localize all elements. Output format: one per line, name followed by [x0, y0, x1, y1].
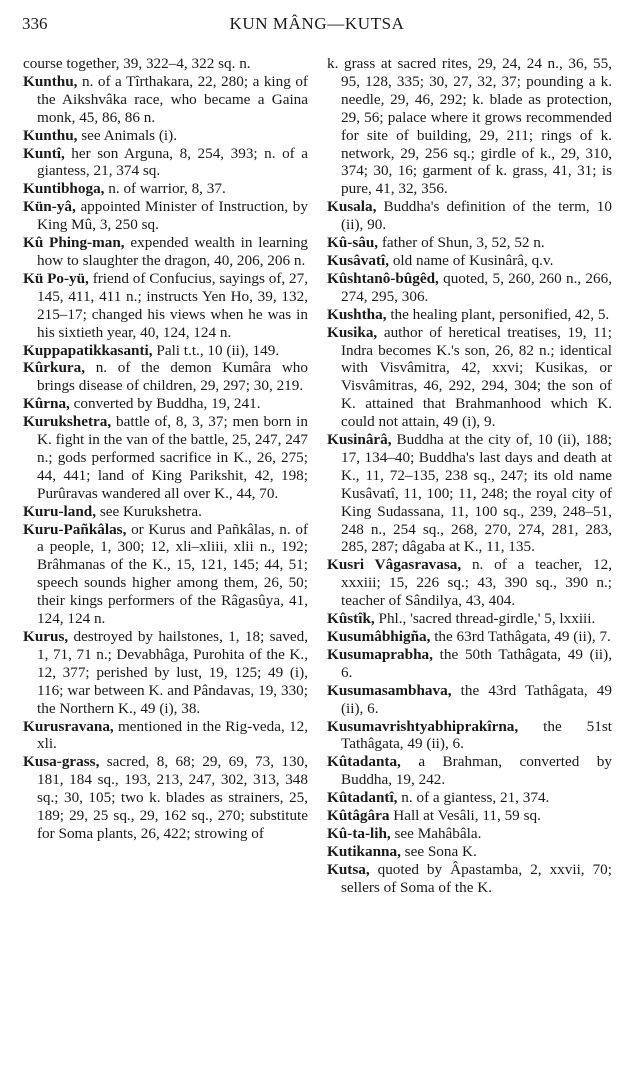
entry-headword: Kusala, — [327, 198, 377, 216]
entry-headword: Kün-yâ, — [23, 198, 76, 216]
entry-headword: Kusika, — [327, 323, 378, 341]
index-entry — [327, 270, 612, 306]
index-entry — [23, 55, 308, 73]
entry-headword: Kûtâgâra — [327, 807, 390, 825]
index-entry — [327, 556, 612, 610]
entry-text: n. of a Tîrthakara, 22, 280; a king of the Aikshvâka race, who became a Gaina monk, 45, 86, 86 n. — [37, 72, 308, 126]
entry-headword: Kü Po-yü, — [23, 269, 89, 287]
entry-text: her son Arguna, 8, 254, 393; n. of a giantess, 21, 374 sq. — [37, 144, 308, 180]
entry-headword: Kûrna, — [23, 395, 70, 413]
entry-text: n. of warrior, 8, 37. — [104, 180, 226, 198]
entry-text: Hall at Vesâli, 11, 59 sq. — [389, 807, 541, 825]
page-header — [22, 14, 612, 40]
entry-headword: Kûtadantî, — [327, 789, 398, 807]
entry-headword: Kû-sâu, — [327, 234, 379, 252]
entry-headword: Kutsa, — [327, 860, 370, 878]
index-entry — [23, 145, 308, 181]
entry-headword: Kusa-grass, — [23, 753, 100, 771]
running-title: KUN MÂNG—KUTSA — [229, 14, 405, 33]
index-entry — [23, 234, 308, 270]
entry-text: expended wealth in learning how to slaughter the dragon, 40, 206, 206 n. — [37, 234, 309, 269]
index-entry — [327, 55, 612, 198]
entry-headword: Kusri Vâgasravasa, — [327, 556, 462, 574]
entry-headword: Kusâvatî, — [327, 251, 390, 269]
entry-headword: Kurukshetra, — [23, 413, 112, 431]
index-entry — [23, 413, 308, 503]
entry-headword: Kurus, — [23, 628, 69, 645]
index-entry — [327, 807, 612, 825]
index-entry — [23, 127, 308, 145]
index-entry — [327, 843, 612, 861]
entry-text: converted by Buddha, 19, 241. — [69, 395, 261, 413]
entry-headword: Kunthu, — [23, 72, 78, 90]
entry-text: a Brahman, converted by Buddha, 19, 242. — [341, 753, 612, 789]
entry-text: the 51st Tathâgata, 49 (ii), 6. — [341, 717, 612, 753]
index-entry — [327, 753, 612, 789]
entry-text: n. of the demon Kumâra who brings disease of children, 29, 297; 30, 219. — [37, 359, 308, 395]
index-entry — [23, 628, 308, 718]
entry-text: Phl., 'sacred thread-girdle,' 5, lxxiii. — [374, 610, 596, 628]
entry-headword: Kunthu, — [23, 126, 78, 144]
index-entry — [327, 234, 612, 252]
entry-text: author of heretical treatises, 19, 11; Indra becomes K.'s son, 26, 82 n.; identical with Visvâmitra, 42, xxvi; Kusikas, or Visvâmitras, 46, 292, 294, 304; the son of K. attained that Brahmanhood which K. could not attain, 49 (i), 9. — [341, 323, 612, 431]
index-entry — [327, 646, 612, 682]
entry-text: course together, 39, 322–4, 322 sq. n. — [23, 55, 251, 72]
entry-headword: Kusumasambhava, — [327, 681, 452, 699]
entry-text: see Mahâbâla. — [390, 824, 482, 842]
entry-text: n. of a teacher, 12, xxxiii; 15, 226 sq.; 43, 390 sq., 390 n.; teacher of Sândilya, 43, 404. — [341, 556, 612, 610]
entry-headword: Kuntibhoga, — [23, 180, 105, 198]
entry-headword: Kusumâbhigña, — [327, 628, 431, 645]
index-entry — [23, 503, 308, 521]
entry-text: mentioned in the Rig-veda, 12, xli. — [37, 717, 308, 753]
entry-headword: Kû Phing-man, — [23, 234, 125, 252]
index-entry — [327, 825, 612, 843]
entry-text: see Animals (i). — [77, 126, 178, 144]
entry-text: the 50th Tathâgata, 49 (ii), 6. — [341, 645, 612, 681]
index-entry — [327, 861, 612, 897]
index-entry — [23, 521, 308, 628]
entry-headword: Kusumavrishtyabhiprakîrna, — [327, 717, 519, 735]
entry-text: quoted by Âpastamba, 2, xxvii, 70; sellers of Soma of the K. — [341, 860, 612, 896]
entry-text: quoted, 5, 260, 260 n., 266, 274, 295, 306. — [341, 269, 612, 305]
entry-text: destroyed by hailstones, 1, 18; saved, 1, 71, 71 n.; Devabhâga, Purohita of the K., 12, 377; perished by lust, 19, 125; 49 (i), 116; war between K. and Pândavas, 19, 330; the Northern K., 49 (i), 38. — [37, 628, 308, 717]
index-entry — [23, 198, 308, 234]
left-column — [23, 55, 308, 843]
entry-headword: Kuru-land, — [23, 502, 97, 520]
index-entry — [23, 73, 308, 127]
index-entry — [327, 198, 612, 234]
entry-headword: Kûstîk, — [327, 610, 375, 628]
index-entry — [327, 789, 612, 807]
page-number: 336 — [22, 14, 48, 33]
index-entry — [327, 628, 612, 646]
entry-text: appointed Minister of Instruction, by King Mû, 3, 250 sq. — [37, 198, 308, 234]
index-entry — [327, 718, 612, 754]
entry-text: sacred, 8, 68; 29, 69, 73, 130, 181, 184 sq., 193, 213, 247, 302, 313, 348 sq.; 30, 105; two k. blades as strainers, 25, 189; 29, 25 sq., 29, 162 sq., 270; substitute for Soma plants, 26, 422; strowing of — [37, 753, 308, 842]
entry-text: friend of Confucius, sayings of, 27, 145, 411, 411 n.; instructs Yen Ho, 39, 132, 215–17; changed his views when he was in his sixtieth year, 40, 124, 124 n. — [37, 269, 308, 341]
entry-text: the 63rd Tathâgata, 49 (ii), 7. — [430, 628, 611, 645]
index-entry — [23, 718, 308, 754]
entry-headword: Kû-ta-lih, — [327, 824, 391, 842]
entry-headword: Kusumaprabha, — [327, 645, 433, 663]
index-entry — [327, 324, 612, 431]
entry-text: Pali t.t., 10 (ii), 149. — [152, 341, 280, 359]
index-entry — [23, 270, 308, 342]
entry-headword: Kusinârâ, — [327, 431, 392, 449]
entry-text: father of Shun, 3, 52, 52 n. — [378, 234, 545, 252]
index-entry — [327, 252, 612, 270]
right-column — [327, 55, 612, 897]
index-entry — [23, 342, 308, 360]
entry-headword: Kuru-Pañkâlas, — [23, 520, 127, 538]
index-entry — [23, 395, 308, 413]
index-entry — [327, 682, 612, 718]
entry-headword: Kûrkura, — [23, 359, 86, 377]
entry-text: n. of a giantess, 21, 374. — [397, 789, 550, 807]
entry-headword: Kuppapatikkasanti, — [23, 341, 153, 359]
entry-text: the healing plant, personified, 42, 5. — [386, 305, 610, 323]
index-entry — [23, 753, 308, 843]
entry-text: the 43rd Tathâgata, 49 (ii), 6. — [341, 681, 612, 717]
entry-headword: Kutikanna, — [327, 842, 401, 860]
entry-headword: Kurusravana, — [23, 717, 114, 735]
entry-text: old name of Kusinârâ, q.v. — [389, 251, 554, 269]
entry-text: Buddha at the city of, 10 (ii), 188; 17, 134–40; Buddha's last days and death at K., 11, 72–135, 238 sq., 247; its old name Kusâvatî, 11, 100; 11, 248; the royal city of King Sudassana, 11, 100 sq., 239, 248–51, 248 n., 254 sq., 268, 270, 274, 281, 283, 285, 287; dâgaba at K., 11, 135. — [341, 431, 612, 556]
entry-text: Buddha's definition of the term, 10 (ii), 90. — [341, 198, 612, 234]
entry-headword: Kûtadanta, — [327, 753, 401, 771]
entry-text: see Kurukshetra. — [96, 502, 202, 520]
index-entry — [23, 180, 308, 198]
entry-headword: Kushtha, — [327, 305, 387, 323]
index-entry — [327, 610, 612, 628]
index-entry — [23, 359, 308, 395]
entry-text: see Sona K. — [400, 842, 477, 860]
index-entry — [327, 431, 612, 556]
index-entry — [327, 306, 612, 324]
entry-text: or Kurus and Pañkâlas, n. of a people, 1, 300; 12, xli–xliii, xlii n., 192; Brâhmanas of the K., 15, 121, 145; 44, 51; speech sounds higher among them, 26, 50; their kings performers of the Râgasûya, 41, 124, 124 n. — [37, 520, 308, 628]
entry-headword: Kûshtanô-bûgêd, — [327, 269, 439, 287]
entry-text: battle of, 8, 3, 37; men born in K. fight in the van of the battle, 25, 247, 247 n.; gods performed sacrifice in K., 26, 275; 44, 441; land of King Parikshit, 42, 198; Purûravas wandered all over K., 44, 70. — [37, 413, 308, 502]
entry-headword: Kuntî, — [23, 144, 65, 162]
entry-text: k. grass at sacred rites, 29, 24, 24 n., 36, 55, 95, 128, 335; 30, 27, 32, 37; pounding a k. needle, 29, 46, 292; k. blade as protection, 29, 56; palace where it grows recommended for site of building, 29, 211; rings of k. network, 29, 256 sq.; girdle of k., 29, 310, 374; 30, 16; garment of k. grass, 41, 31; is pure, 41, 32, 356. — [327, 55, 612, 198]
